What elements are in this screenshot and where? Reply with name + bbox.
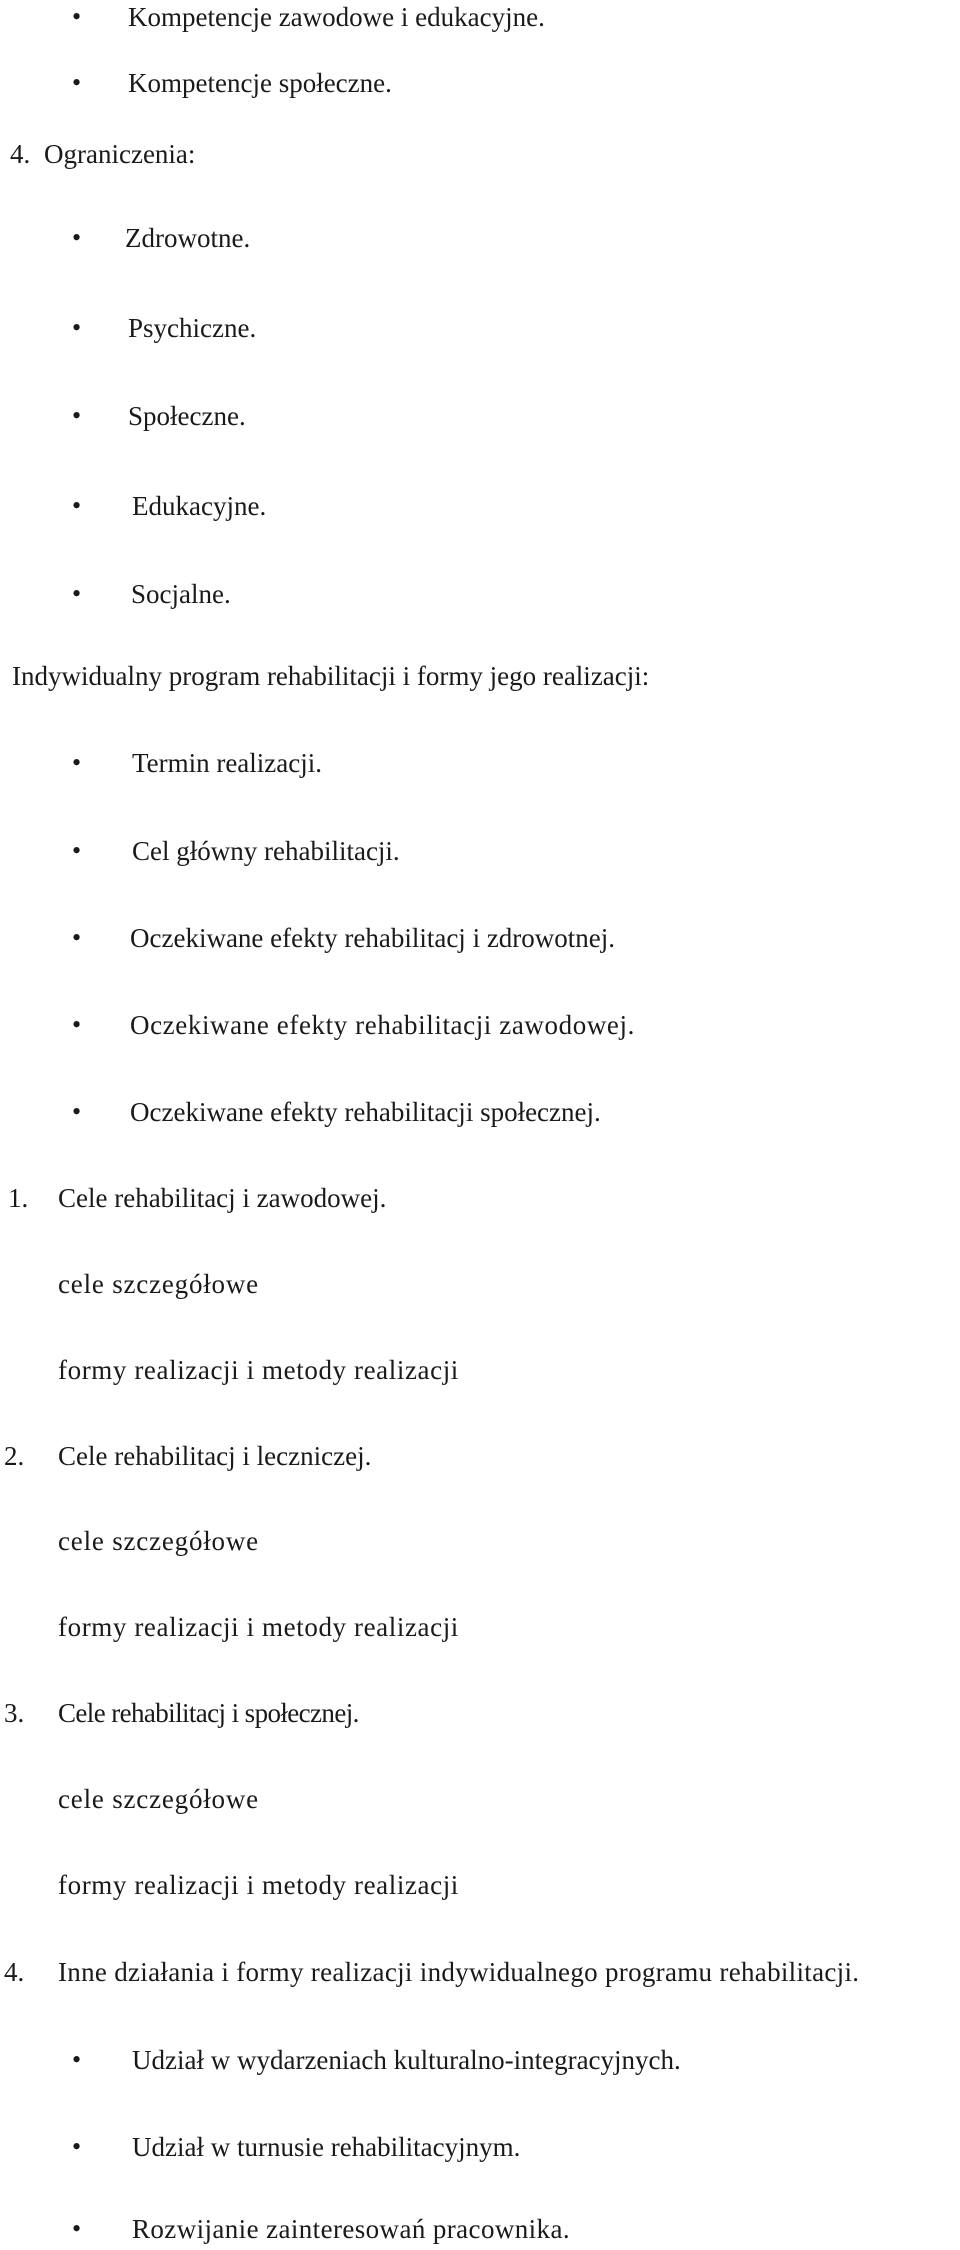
bullet-icon: • — [72, 2214, 82, 2243]
list-item-text: Psychiczne. — [128, 313, 257, 343]
list-item-text: Zdrowotne. — [125, 223, 251, 253]
sub-item-text: cele szczegółowe — [58, 1784, 259, 1814]
bullet-icon: • — [72, 579, 82, 608]
bullet-icon: • — [72, 313, 82, 342]
list-number: 2. — [4, 1441, 25, 1471]
sub-item-text: formy realizacji i metody realizacji — [58, 1870, 459, 1900]
list-item-text: Udział w turnusie rehabilitacyjnym. — [132, 2132, 521, 2162]
heading-text: Inne działania i formy realizacji indywidualnego programu rehabilitacji. — [58, 1957, 860, 1987]
list-item-text: Kompetencje zawodowe i edukacyjne. — [128, 2, 545, 32]
list-item-text: Rozwijanie zainteresowań pracownika. — [132, 2214, 570, 2244]
list-item-text: Społeczne. — [128, 401, 246, 431]
list-item-text: Termin realizacji. — [132, 748, 323, 778]
heading-text: Indywidualny program rehabilitacji i formy jego realizacji: — [12, 661, 650, 691]
list-item-text: Edukacyjne. — [132, 491, 267, 521]
heading-text: Ograniczenia: — [44, 139, 196, 169]
bullet-icon: • — [72, 2132, 82, 2161]
list-item-text: Oczekiwane efekty rehabilitacji społecznej. — [130, 1097, 601, 1127]
bullet-icon: • — [72, 748, 82, 777]
bullet-icon: • — [72, 2, 82, 31]
heading-text: Cele rehabilitacj i leczniczej. — [58, 1441, 372, 1471]
sub-item-text: cele szczegółowe — [58, 1526, 259, 1556]
bullet-icon: • — [72, 923, 82, 952]
sub-item-text: formy realizacji i metody realizacji — [58, 1355, 459, 1385]
list-number: 1. — [8, 1183, 29, 1213]
list-number: 3. — [4, 1698, 25, 1728]
list-item-text: Oczekiwane efekty rehabilitacj i zdrowotnej. — [130, 923, 616, 953]
list-number: 4. — [4, 1957, 25, 1987]
heading-text: Cele rehabilitacj i społecznej. — [58, 1698, 359, 1728]
list-item-text: Udział w wydarzeniach kulturalno-integracyjnych. — [132, 2045, 681, 2075]
list-item-text: Kompetencje społeczne. — [128, 68, 392, 98]
list-item-text: Cel główny rehabilitacji. — [132, 836, 400, 866]
sub-item-text: cele szczegółowe — [58, 1269, 259, 1299]
bullet-icon: • — [72, 223, 82, 252]
bullet-icon: • — [72, 2045, 82, 2074]
bullet-icon: • — [72, 1010, 82, 1039]
bullet-icon: • — [72, 836, 82, 865]
list-item-text: Socjalne. — [131, 579, 231, 609]
list-number: 4. — [10, 139, 31, 169]
bullet-icon: • — [72, 68, 82, 97]
bullet-icon: • — [72, 1097, 82, 1126]
heading-text: Cele rehabilitacj i zawodowej. — [58, 1183, 387, 1213]
bullet-icon: • — [72, 491, 82, 520]
list-item-text: Oczekiwane efekty rehabilitacji zawodowej. — [130, 1010, 635, 1040]
sub-item-text: formy realizacji i metody realizacji — [58, 1612, 459, 1642]
bullet-icon: • — [72, 401, 82, 430]
